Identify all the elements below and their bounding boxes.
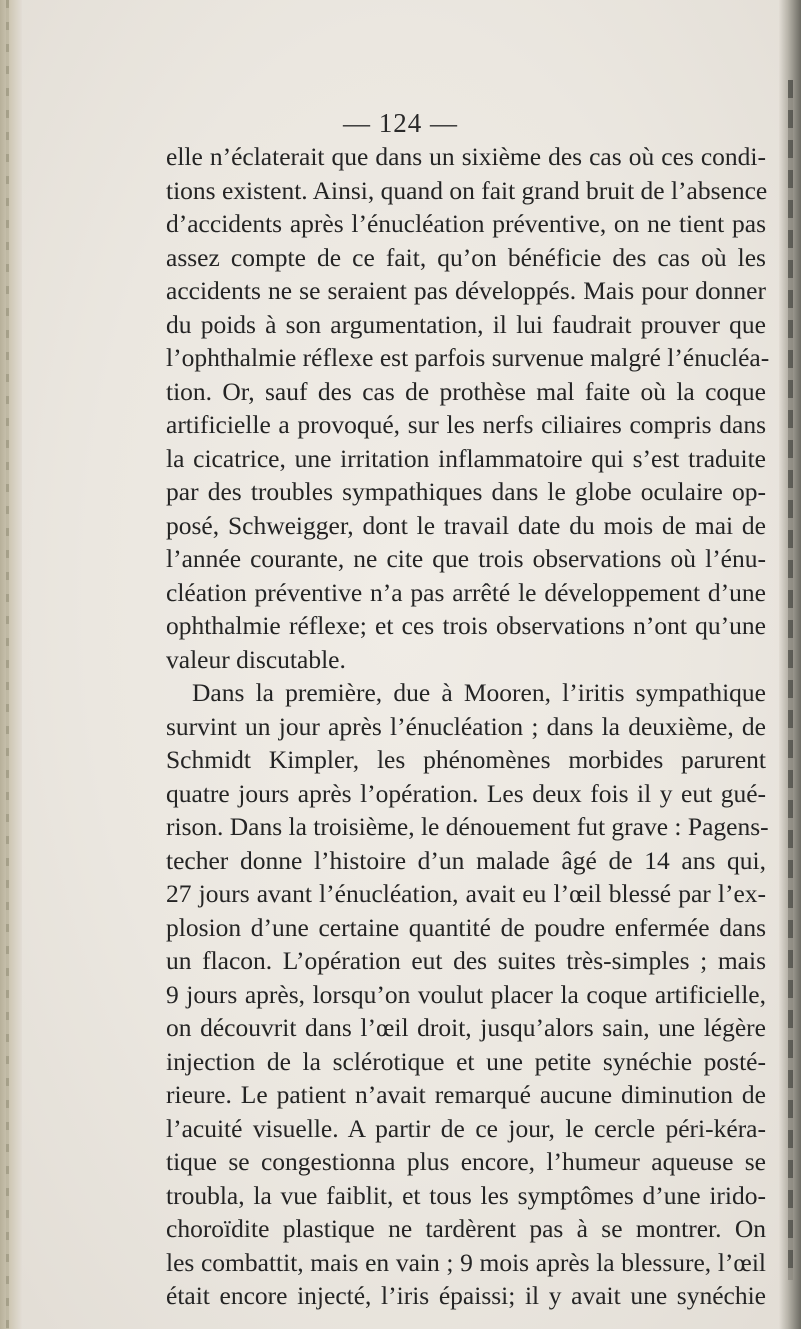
text-line: plosion d’une certaine quantité de poudre enfermée dans (166, 912, 766, 942)
text-line: accidents ne se seraient pas développés. Mais pour donner (166, 276, 766, 305)
text-line: Schmidt Kimpler, les phénomènes morbides parurent (166, 745, 766, 774)
text-line: choroïdite plastique ne tardèrent pas à se montrer. On (166, 1214, 766, 1243)
text-line: valeur discutable. (166, 644, 346, 674)
text-line: assez compte de ce fait, qu’on bénéficie des cas où les (166, 242, 766, 272)
text-line: Dans la première, due à Mooren, l’iritis sympathique (192, 678, 766, 707)
text-line: techer donne l’histoire d’un malade âgé de 14 ans qui, (166, 845, 766, 875)
text-line: 27 jours avant l’énucléation, avait eu l’œil blessé par l’ex- (166, 879, 766, 908)
text-line: tique se congestionna plus encore, l’humeur aqueuse se (166, 1147, 766, 1176)
text-line: troubla, la vue faiblit, et tous les symptômes d’une irido- (166, 1180, 766, 1210)
page-edge-shadow (779, 0, 801, 1329)
text-line: ophthalmie réflexe; et ces trois observations n’ont qu’une (166, 611, 766, 640)
text-line: rison. Dans la troisième, le dénouement fut grave : Pagens- (166, 812, 769, 841)
text-line: survint un jour après l’énucléation ; dans la deuxième, de (166, 711, 766, 741)
text-line: cléation préventive n’a pas arrêté le développement d’une (166, 577, 766, 607)
text-line: d’accidents après l’énucléation préventive, on ne tient pas (166, 209, 766, 238)
text-line: les combattit, mais en vain ; 9 mois après la blessure, l’œil (166, 1247, 766, 1277)
text-line: elle n’éclaterait que dans un sixième des cas où ces condi- (166, 142, 766, 171)
text-line: tion. Or, sauf des cas de prothèse mal faite où la coque (166, 376, 766, 406)
binding-shadow (0, 0, 22, 1329)
text-line: injection de la sclérotique et une petite synéchie posté- (166, 1046, 766, 1076)
text-line: rieure. Le patient n’avait remarqué aucune diminution de (166, 1080, 766, 1109)
text-line: artificielle a provoqué, sur les nerfs ciliaires compris dans (166, 410, 766, 439)
text-line: l’ophthalmie réflexe est parfois survenue malgré l’énucléa- (166, 343, 770, 372)
text-line: l’année courante, ne cite que trois observations où l’énu- (166, 544, 766, 573)
text-line: l’acuité visuelle. A partir de ce jour, le cercle péri-kéra- (166, 1113, 766, 1143)
text-line: par des troubles sympathiques dans le globe oculaire op- (166, 477, 766, 506)
text-line: la cicatrice, une irritation inflammatoire qui s’est traduite (166, 443, 766, 473)
text-line: du poids à son argumentation, il lui faudrait prouver que (166, 309, 766, 339)
text-line: quatre jours après l’opération. Les deux fois il y eut gué- (166, 778, 766, 808)
text-line: 9 jours après, lorsqu’on voulut placer la coque artificielle, (166, 979, 766, 1009)
text-line: posé, Schweigger, dont le travail date du mois de mai de (166, 510, 766, 540)
text-line: était encore injecté, l’iris épaissi; il y avait une synéchie (166, 1281, 766, 1310)
text-line: tions existent. Ainsi, quand on fait grand bruit de l’absence (166, 175, 768, 205)
text-line: on découvrit dans l’œil droit, jusqu’alors sain, une légère (166, 1013, 766, 1042)
text-line: un flacon. L’opération eut des suites très-simples ; mais (166, 946, 766, 975)
body-text (166, 140, 770, 1313)
page-number: — 124 — (343, 108, 458, 138)
